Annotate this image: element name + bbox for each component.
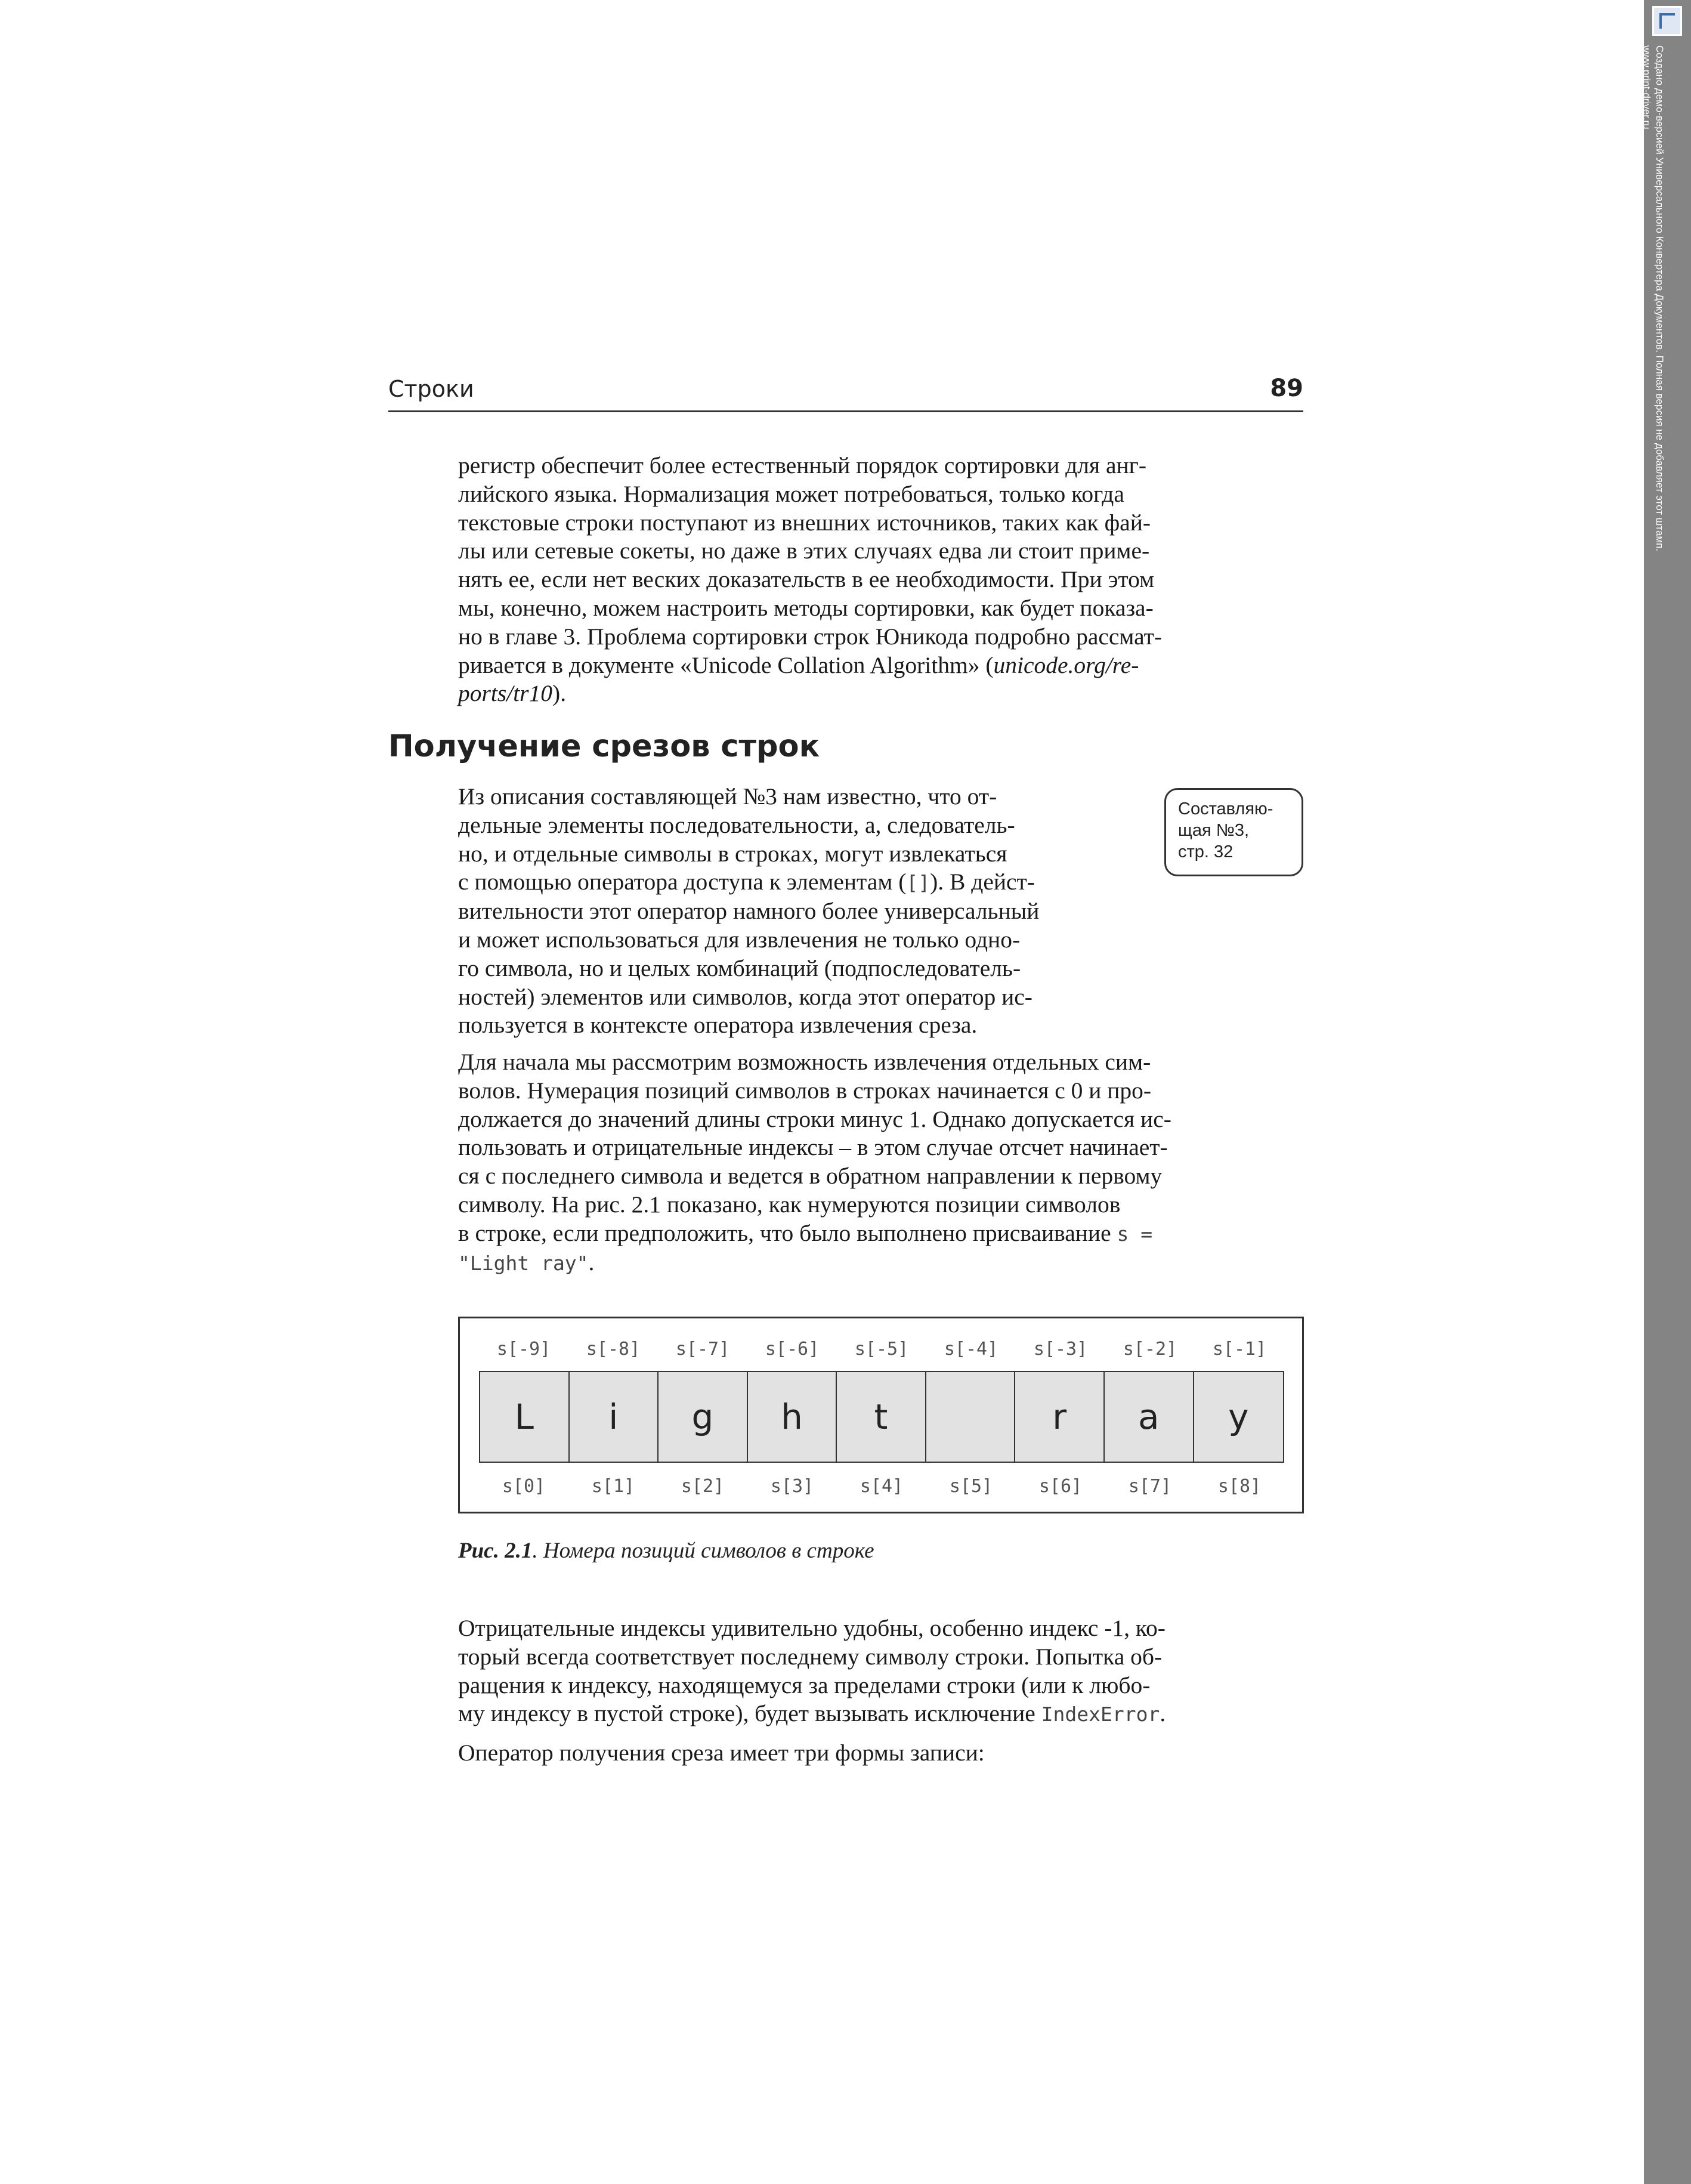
- text-line: Отрицательные индексы удивительно удобны, особенно индекс -1, ко-: [458, 1615, 1166, 1641]
- figure-caption: [458, 1538, 874, 1564]
- figure-caption-text: . Номера позиций символов в строке: [532, 1539, 874, 1563]
- positive-index-label: s[4]: [860, 1476, 904, 1497]
- positive-index-label: s[6]: [1038, 1476, 1083, 1497]
- character-cell: h: [748, 1372, 837, 1462]
- character-cell: g: [659, 1372, 748, 1462]
- running-title: Строки: [388, 376, 474, 402]
- positive-index-label: s[8]: [1217, 1476, 1262, 1497]
- text-line: дельные элементы последовательности, а, следователь-: [458, 811, 1015, 838]
- negative-index-labels: [479, 1336, 1284, 1363]
- section-heading: Получение срезов строк: [388, 729, 820, 764]
- watermark-text: [1641, 45, 1673, 552]
- text-line: мы, конечно, можем настроить методы сортировки, как будет показа-: [458, 594, 1154, 621]
- character-cell: t: [837, 1372, 926, 1462]
- reference-link[interactable]: unicode.org/re-: [993, 651, 1139, 678]
- inline-code: IndexError: [1041, 1703, 1160, 1726]
- text-line: му индексу в пустой строке), будет вызывать исключение: [458, 1700, 1041, 1727]
- text-line: го символа, но и целых комбинаций (подпоследователь-: [458, 954, 1021, 981]
- text-line: лийского языка. Нормализация может потребоваться, только когда: [458, 480, 1124, 507]
- paragraph-indexing: [458, 1048, 1303, 1277]
- text-line: волов. Нумерация позиций символов в строках начинается с 0 и про-: [458, 1077, 1152, 1104]
- positive-index-label: s[3]: [770, 1476, 814, 1497]
- watermark-line-1: Создано демо-версией Универсального Конвертера Документов. Полная версия не добавляет этот штамп.: [1654, 45, 1665, 552]
- text-line: ).: [552, 680, 567, 707]
- text-line: торый всегда соответствует последнему символу строки. Попытка об-: [458, 1643, 1163, 1670]
- character-cells: [479, 1371, 1284, 1463]
- sidenote-line: стр. 32: [1178, 842, 1234, 861]
- header-rule: [388, 410, 1303, 412]
- character-cell: i: [570, 1372, 659, 1462]
- text-line: должается до значений длины строки минус 1. Однако допускается ис-: [458, 1105, 1171, 1132]
- text-line: текстовые строки поступают из внешних источников, таких как фай-: [458, 509, 1151, 536]
- paragraph-intro: [458, 452, 1303, 708]
- character-cell: [926, 1372, 1016, 1462]
- negative-index-label: s[-3]: [1033, 1339, 1088, 1360]
- text-line: ривается в документе «Unicode Collation Algorithm» (: [458, 651, 994, 678]
- text-line: ся с последнего символа и ведется в обратном направлении к первому: [458, 1163, 1163, 1190]
- text-line: Для начала мы рассмотрим возможность извлечения отдельных сим-: [458, 1049, 1151, 1075]
- text-line: нять ее, если нет веских доказательств в ее необходимости. При этом: [458, 566, 1155, 593]
- paragraph-slicing: [458, 783, 1138, 1040]
- text-line: и может использоваться для извлечения не только одно-: [458, 926, 1021, 953]
- reference-link-cont[interactable]: ports/tr10: [458, 680, 553, 707]
- character-cell: y: [1228, 1397, 1249, 1437]
- text-line: пользовать и отрицательные индексы – в этом случае отсчет начинает-: [458, 1134, 1168, 1161]
- watermark-strip: [1641, 0, 1691, 2184]
- sidenote: [1164, 788, 1303, 876]
- negative-index-label: s[-7]: [675, 1339, 730, 1360]
- text-line: .: [588, 1249, 595, 1275]
- text-line: .: [1160, 1700, 1166, 1727]
- text-line: ). В дейст-: [930, 869, 1035, 895]
- page-number: 89: [1270, 375, 1303, 402]
- text-line: регистр обеспечит более естественный порядок сортировки для анг-: [458, 452, 1146, 478]
- negative-index-label: s[-5]: [854, 1339, 909, 1360]
- text-line: ращения к индексу, находящемуся за пределами строки (или к любо-: [458, 1672, 1151, 1698]
- text-line: Из описания составляющей №3 нам известно, что от-: [458, 783, 997, 810]
- negative-index-label: s[-8]: [586, 1339, 641, 1360]
- text-line: но в главе 3. Проблема сортировки строк Юникода подробно рассмат-: [458, 623, 1163, 650]
- inline-code: "Light ray": [458, 1251, 589, 1275]
- paragraph-slice-forms: Оператор получения среза имеет три формы записи:: [458, 1740, 985, 1766]
- negative-index-label: s[-6]: [765, 1339, 820, 1360]
- text-line: лы или сетевые сокеты, но даже в этих случаях едва ли стоит приме-: [458, 537, 1150, 564]
- text-line: символу. На рис. 2.1 показано, как нумеруются позиции символов: [458, 1191, 1121, 1218]
- positive-index-label: s[0]: [502, 1476, 546, 1497]
- positive-index-label: s[2]: [681, 1476, 725, 1497]
- negative-index-label: s[-2]: [1123, 1339, 1177, 1360]
- character-cell: r: [1015, 1372, 1105, 1462]
- watermark-line-2: www.print-driver.ru: [1641, 45, 1652, 129]
- positive-index-label: s[5]: [949, 1476, 993, 1497]
- figure-caption-label: Рис. 2.1: [458, 1539, 533, 1563]
- positive-index-labels: [479, 1473, 1284, 1500]
- sidenote-line: Составляю-: [1178, 799, 1273, 818]
- text-line: но, и отдельные символы в строках, могут извлекаться: [458, 840, 1007, 867]
- negative-index-label: s[-4]: [944, 1339, 998, 1360]
- character-cell: L: [480, 1372, 570, 1462]
- inline-code: s =: [1117, 1222, 1153, 1246]
- text-line: в строке, если предположить, что было выполнено присваивание: [458, 1219, 1117, 1246]
- inline-code: []: [906, 871, 930, 895]
- negative-index-label: s[-1]: [1212, 1339, 1267, 1360]
- text-line: пользуется в контексте оператора извлечения среза.: [458, 1012, 978, 1039]
- text-line: вительности этот оператор намного более универсальный: [458, 898, 1040, 925]
- positive-index-label: s[1]: [591, 1476, 635, 1497]
- positive-index-label: s[7]: [1128, 1476, 1172, 1497]
- text-line: ностей) элементов или символов, когда этот оператор ис-: [458, 983, 1032, 1010]
- character-cell: a: [1105, 1372, 1194, 1462]
- text-line: с помощью оператора доступа к элементам (: [458, 869, 907, 895]
- paragraph-negative-indexes: [458, 1614, 1303, 1729]
- negative-index-label: s[-9]: [496, 1339, 551, 1360]
- sidenote-line: щая №3,: [1178, 821, 1250, 840]
- converter-logo-icon: [1652, 6, 1682, 36]
